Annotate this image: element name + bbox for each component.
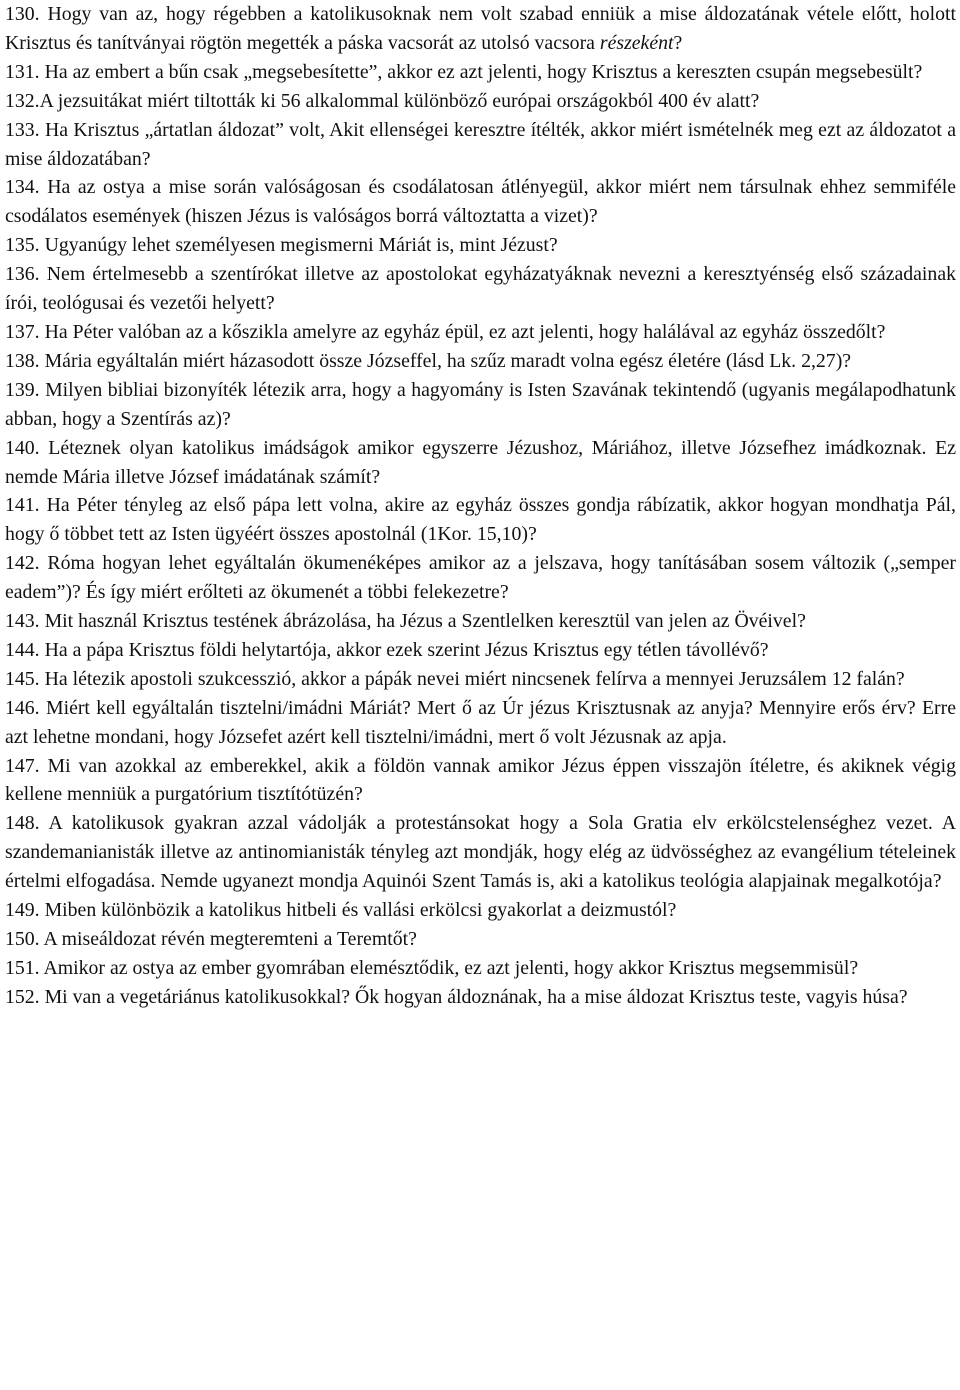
question-number: 150. <box>5 928 40 950</box>
question-item <box>5 434 956 492</box>
question-text <box>45 668 905 690</box>
question-text <box>45 350 851 372</box>
question-text <box>5 3 956 54</box>
question-text <box>5 812 956 892</box>
question-item <box>5 607 956 636</box>
question-number: 140. <box>5 436 40 459</box>
question-item <box>5 173 956 231</box>
question-item <box>5 58 956 87</box>
question-text <box>45 986 908 1008</box>
question-number: 152. <box>5 985 40 1008</box>
question-number: 136. <box>5 263 40 286</box>
question-text-main: Ha az embert a bűn csak „megsebesítette”, akkor ez azt jelenti, hogy Krisztus a kereszten csupán megsebesült? <box>44 60 923 83</box>
question-item <box>5 491 956 549</box>
question-text-main: Róma hogyan lehet egyáltalán ökumenéképes amikor az a jelszava, hogy tanításában sosem változik („semper eadem”)? És így miért erőlteti az ökumenét a többi felekezetre? <box>5 552 956 604</box>
question-number: 151. <box>5 956 40 979</box>
question-text-main: Miben különbözik a katolikus hitbeli és vallási erkölcsi gyakorlat a deizmustól? <box>44 899 677 922</box>
question-text-main: Ha Krisztus „ártatlan áldozat” volt, Akit ellenségei keresztre ítélték, akkor miért ismételnék meg ezt az áldozatot a mise áldozatában? <box>5 118 957 170</box>
question-item <box>5 636 956 665</box>
question-text-main: Ha az ostya a mise során valóságosan és csodálatosan átlényegül, akkor miért nem társulnak ehhez semmiféle csodálatos események (hiszen Jézus is valóságos borrá változtatta a vizet)? <box>5 176 956 228</box>
question-number: 133. <box>5 118 40 141</box>
question-text-main: Mit használ Krisztus testének ábrázolása, ha Jézus a Szentlelken keresztül van jelen az Övéivel? <box>44 610 806 633</box>
question-number: 144. <box>5 638 40 661</box>
question-number: 134. <box>5 176 40 199</box>
question-text-main: A jezsuitákat miért tiltották ki 56 alkalommal különböző európai országokból 400 év alatt? <box>39 89 760 112</box>
question-text <box>5 437 956 488</box>
question-text <box>5 552 956 603</box>
question-item <box>5 376 956 434</box>
question-text <box>45 61 923 83</box>
question-item <box>5 925 956 954</box>
question-text <box>43 928 416 950</box>
question-text-main: Miért kell egyáltalán tisztelni/imádni Máriát? Mert ő az Úr jézus Krisztusnak az anyja? Mennyire erős érv? Erre azt lehetne mondani, hogy Józsefet azért kell tisztelni/imádni, mert ő volt Jézusnak az apja. <box>5 696 957 748</box>
question-item <box>5 752 956 810</box>
question-item <box>5 549 956 607</box>
question-number: 149. <box>5 899 40 922</box>
question-text-main: Mária egyáltalán miért házasodott össze Józseffel, ha szűz maradt volna egész életére (lásd Lk. 2,27)? <box>44 349 852 372</box>
question-text-main: Amikor az ostya az ember gyomrában elemésztődik, ez azt jelenti, hogy akkor Krisztus megsemmisül? <box>43 956 859 979</box>
question-text <box>43 957 858 979</box>
question-list <box>5 0 956 1012</box>
question-number: 132. <box>5 89 40 112</box>
question-number: 142. <box>5 552 40 575</box>
question-text-main: Milyen bibliai bizonyíték létezik arra, hogy a hagyomány is Isten Szavának tekintendő (ugyanis megálapodhatunk abban, hogy a Szentírás az)? <box>5 378 956 430</box>
question-number: 135. <box>5 234 40 257</box>
question-text <box>5 697 956 748</box>
question-number: 131. <box>5 60 40 83</box>
question-item <box>5 954 956 983</box>
question-text-main: Ha Péter valóban az a kőszikla amelyre az egyház épül, ez azt jelenti, hogy halálával az egyház összedőlt? <box>44 320 886 343</box>
question-item <box>5 809 956 896</box>
question-text-main: Hogy van az, hogy régebben a katolikusoknak nem volt szabad enniük a mise áldozatának vétele előtt, holott Krisztus és tanítványai rögtön megették a páska vacsorát az utolsó vacsora <box>5 3 956 54</box>
question-text-main: Ha a pápa Krisztus földi helytartója, akkor ezek szerint Jézus Krisztus egy tétlen távollévő? <box>44 638 769 661</box>
question-text-tail: ? <box>673 31 683 54</box>
question-text <box>5 755 956 806</box>
question-text <box>5 119 956 170</box>
question-item <box>5 260 956 318</box>
question-text <box>45 639 769 661</box>
question-number: 138. <box>5 349 40 372</box>
question-item <box>5 896 956 925</box>
question-number: 143. <box>5 610 40 633</box>
question-text <box>5 494 956 545</box>
question-item <box>5 0 956 58</box>
question-item <box>5 347 956 376</box>
question-number: 141. <box>5 494 40 517</box>
question-number: 137. <box>5 320 40 343</box>
question-text <box>5 379 956 430</box>
question-number: 130. <box>5 3 40 25</box>
question-number: 139. <box>5 378 40 401</box>
question-text-main: A katolikusok gyakran azzal vádolják a protestánsokat hogy a Sola Gratia elv erkölcstelenséghez vezet. A szandemanianisták illetve az antinomianisták tényleg azt mondják, hogy elég az üdvösséghez az evangélium tételeinek értelmi elfogadása. Nemde ugyanezt mondja Aquinói Szent Tamás is, aki a katolikus teológia alapjainak megalkotója? <box>5 812 956 893</box>
question-item <box>5 231 956 260</box>
question-item <box>5 318 956 347</box>
question-text <box>45 899 677 921</box>
question-text <box>45 234 558 256</box>
question-text-main: Ha Péter tényleg az első pápa lett volna, akire az egyház összes gondja rábízatik, akkor hogyan mondhatja Pál, hogy ő többet tett az Isten ügyéért összes apostolnál (1Kor. 15,10)? <box>5 494 956 546</box>
question-number: 145. <box>5 667 40 690</box>
question-text-main: Ugyanúgy lehet személyesen megismerni Máriát is, mint Jézust? <box>44 234 558 257</box>
question-text <box>45 321 886 343</box>
question-number: 147. <box>5 754 40 777</box>
question-text-main: Léteznek olyan katolikus imádságok amikor egyszerre Jézushoz, Máriához, illetve Józsefhez imádkoznak. Ez nemde Mária illetve József imádatának számít? <box>5 436 956 488</box>
question-text-main: Mi van a vegetáriánus katolikusokkal? Ők hogyan áldoznának, ha a mise áldozat Krisztus teste, vagyis húsa? <box>44 985 908 1008</box>
question-text-main: Ha létezik apostoli szukcesszió, akkor a pápák nevei miért nincsenek felírva a mennyei Jeruzsálem 12 falán? <box>44 667 905 690</box>
question-number: 148. <box>5 812 40 835</box>
question-item <box>5 983 956 1012</box>
question-item <box>5 116 956 174</box>
question-number: 146. <box>5 696 40 719</box>
question-text <box>45 610 806 632</box>
question-text <box>40 90 760 112</box>
question-text <box>5 263 956 314</box>
question-text-italic: részeként <box>599 31 674 54</box>
question-text-main: Nem értelmesebb a szentírókat illetve az apostolokat egyházatyáknak nevezni a keresztyénség első századainak írói, teológusai és vezetői helyett? <box>5 263 956 315</box>
question-text-main: A miseáldozat révén megteremteni a Teremtőt? <box>43 928 417 950</box>
question-item <box>5 694 956 752</box>
question-text <box>5 176 956 227</box>
question-text-main: Mi van azokkal az emberekkel, akik a földön vannak amikor Jézus éppen visszajön ítéletre, és akiknek végig kellene menniük a purgatórium tisztítótüzén? <box>5 754 956 806</box>
question-item <box>5 87 956 116</box>
question-item <box>5 665 956 694</box>
